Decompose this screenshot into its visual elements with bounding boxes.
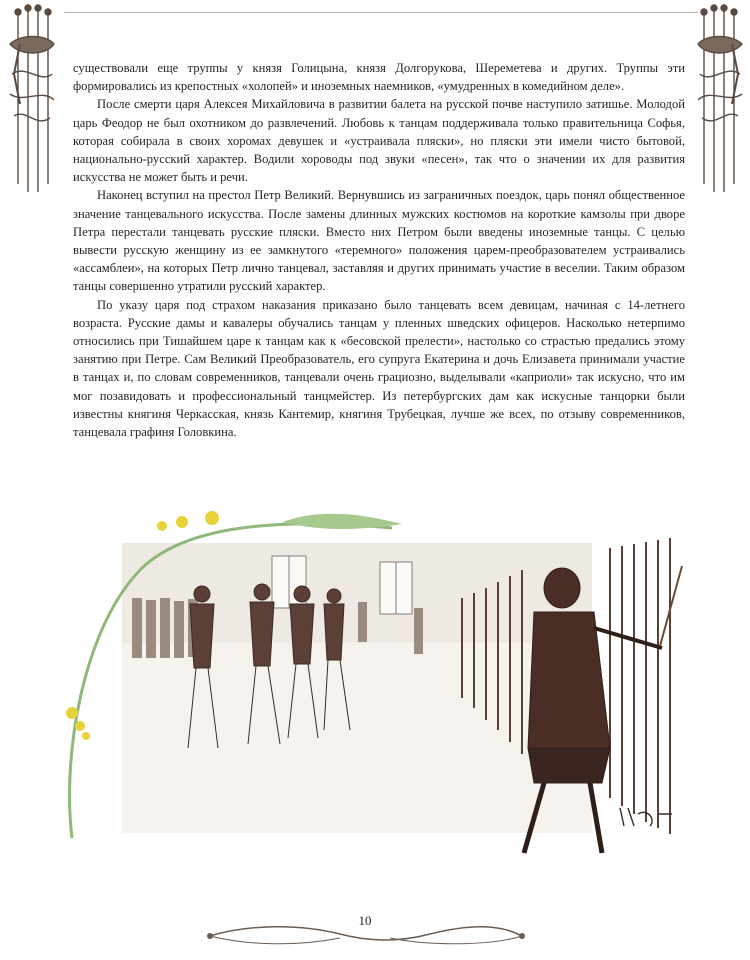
page-number: 10 <box>358 913 372 928</box>
body-text <box>73 59 685 441</box>
top-rule <box>64 12 698 13</box>
dance-lesson-illustration <box>62 508 702 873</box>
paragraph: По указу царя под страхом наказания приказано было танцевать всем девицам, начиная с 14-летнего возраста. Русские дамы и кавалеры обучались танцам у пленных шведских офицеров. Насколько нетерпимо относились при Тишайшем царе к танцам как к «бесовской прелести», настолько со страстью предались этому занятию при Петре. Сам Великий Преобразователь, его супруга Екатерина и дочь Елизавета принимали участие в танцах и, по словам современников, танцевали очень грациозно, выделывали «каприоли» так искусно, что им мог позавидовать и профессиональный танцмейстер. Из петербургских дам как искусные танцорки были известны княгиня Черкасская, князь Кантемир, княгиня Трубецкая, лучше же всех, по отзыву современников, танцевала графиня Головкина. <box>73 297 685 440</box>
paragraph: После смерти царя Алексея Михайловича в развитии балета на русской почве наступило затишье. Молодой царь Феодор не был охотником до развлечений. Любовь к танцам поддерживала только правительница Софья, которая собирала в своих хоромах девушек и «устраивала пляски», но пляски эти имели чисто бытовой, национально-русский характер. Водили хороводы под звуки «песен», так что о значении их для развития искусства не может быть и речи. <box>73 97 685 185</box>
paragraph: Наконец вступил на престол Петр Великий. Вернувшись из заграничных поездок, царь понял общественное значение танцевального искусства. После замены длинных мужских костюмов на короткие камзолы при дворе Петра перестали танцевать русские пляски. Вместо них Петром были введены иноземные танцы. С целью вывести русскую женщину из ее замкнутого «теремного» положения царем-преобразователем устраивались «ассамблеи», на которых Петр лично танцевал, заставляя и других принимать участие в веселии. Таким образом танцы совершенно утратили русский характер. <box>73 188 685 294</box>
paragraph: существовали еще труппы у князя Голицына, князя Долгорукова, Шереметева и других. Труппы эти формировались из крепостных «холопей» и иноземных наемников, «умудренных в комедийном деле». <box>73 61 685 94</box>
corner-ornament-left <box>6 4 58 194</box>
corner-ornament-right <box>694 4 746 194</box>
